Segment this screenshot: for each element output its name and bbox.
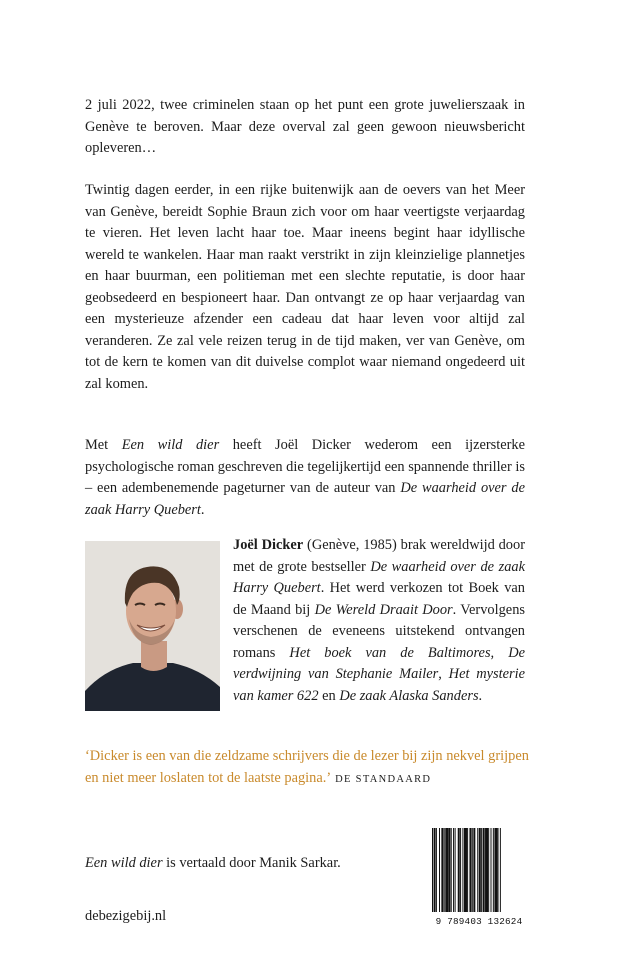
blurb-paragraph-3 <box>85 435 525 521</box>
blurb-paragraph-2: Twintig dagen eerder, in een rijke buitenwijk aan de oevers van het Meer van Genève, bereidt Sophie Braun zich voor om haar veertigste verjaardag te vieren. Het leven lacht haar toe. Maar ineens begint haar idyllische wereld te wankelen. Haar man raakt verstrikt in zijn kleinzielige plannetjes en haar buurman, een politieman met een slechte reputatie, is door haar geobsedeerd en bespioneert haar. Dan ontvangt ze op haar verjaardag van een mysterieuze afzender een cadeau dat haar leven voor altijd zal veranderen. Ze zal vele reizen terug in de tijd maken, ver van Genève, om tot de kern te komen van dit duivelse complot waar niemand ongedeerd uit zal komen. <box>85 182 525 392</box>
quote-text: ‘Dicker is een van die zeldzame schrijvers die de lezer bij zijn nekvel grijpen en niet meer loslaten tot de laatste pagina.’ <box>85 748 529 786</box>
translation-text: is vertaald door Manik Sarkar. <box>162 855 341 871</box>
blurb-p3-pre: Met <box>85 437 122 453</box>
author-bio <box>233 535 525 707</box>
translation-book-title: Een wild dier <box>85 855 163 871</box>
bio-title-3: Het boek van de Baltimores, <box>289 644 495 661</box>
bio-title-1: De waarheid over de zaak Harry Quebert <box>233 558 525 596</box>
bio-text-5: , <box>438 666 449 682</box>
author-photo <box>85 541 220 711</box>
blurb-p3-mid: heeft Joël Dicker wederom een ijzersterke psychologische roman geschreven die tegelijkertijd een spannende thriller is – een adembenemende pageturner van de auteur van <box>85 437 526 496</box>
bio-title-2: De Wereld Draait Door <box>314 601 453 618</box>
blurb-paragraph-1: 2 juli 2022, twee criminelen staan op het punt een grote juwelierszaak in Genève te beroven. Maar deze overval zal geen gewoon nieuwsbericht opleveren… <box>85 97 525 156</box>
blurb-p3-end: . <box>200 501 205 518</box>
bio-text-2: . Het werd verkozen tot Boek van de Maand bij <box>233 580 525 618</box>
book-title: Een wild dier <box>121 437 220 453</box>
reference-title: De waarheid over de zaak Harry Quebert <box>85 480 525 518</box>
bio-text-3: . Vervolgens verschenen de eveneens uitstekend ontvangen romans <box>233 601 525 661</box>
bio-title-6: De zaak Alaska Sanders <box>339 687 479 704</box>
bio-text-7: . <box>478 687 483 704</box>
press-quote <box>85 746 530 790</box>
isbn-barcode <box>428 828 530 930</box>
bio-text-1: (Genève, 1985) brak wereldwijd door met de grote bestseller <box>233 537 525 575</box>
barcode-bars <box>428 828 530 914</box>
bio-text-6: en <box>318 687 340 704</box>
translation-credit <box>85 853 341 875</box>
publisher-website: debezigebij.nl <box>85 908 167 924</box>
quote-source: DE STANDAARD <box>335 773 432 785</box>
barcode-digits: 9 789403 132624 <box>435 916 523 927</box>
bio-title-4: De verdwijning van Stephanie Mailer <box>233 644 525 682</box>
bio-title-5: Het mysterie van kamer 622 <box>233 666 525 704</box>
bio-text-4 <box>494 645 508 661</box>
author-name: Joël Dicker <box>233 537 304 553</box>
